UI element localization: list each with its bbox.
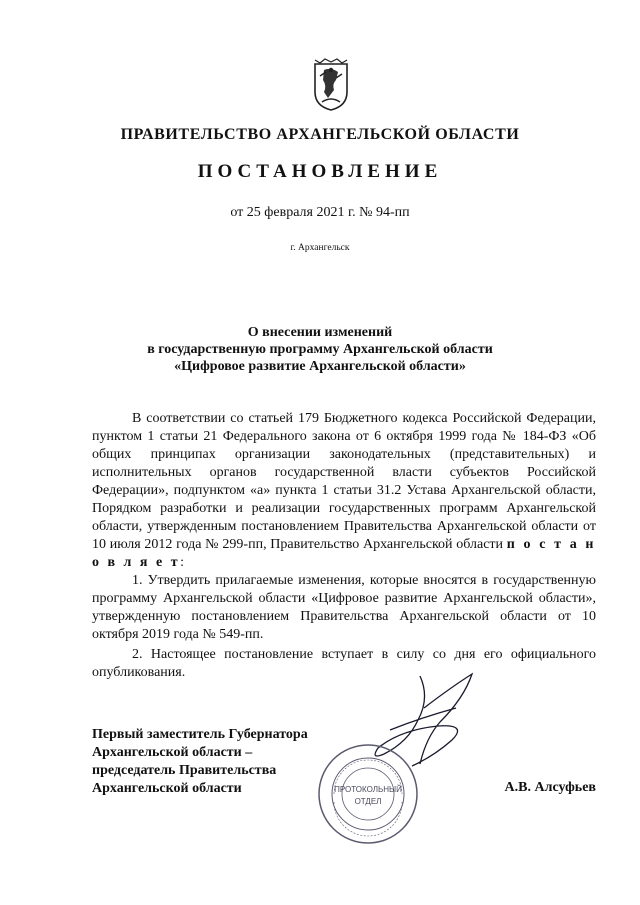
item-1-paragraph — [92, 572, 596, 644]
signatory-line-2: Архангельской области – — [92, 745, 253, 760]
coat-of-arms-emblem — [312, 58, 350, 112]
preamble-paragraph — [92, 410, 596, 572]
item-2-paragraph — [92, 646, 596, 682]
official-seal-stamp — [316, 742, 420, 846]
signatory-line-3: председатель Правительства — [92, 763, 277, 778]
date-and-number: от 25 февраля 2021 г. № 94-пп — [230, 205, 410, 220]
government-name: ПРАВИТЕЛЬСТВО АРХАНГЕЛЬСКОЙ ОБЛАСТИ — [120, 126, 520, 143]
item-1-text: 1. Утвердить прилагаемые изменения, которые вносятся в государственную программу Архангельской области «Цифровое развитие Архангельской области», утвержденную постановлением Правительства Архангельской области от 10 октября 2019 года № 549-пп. — [92, 573, 596, 642]
title-line-2: в государственную программу Архангельской области — [147, 342, 493, 357]
title-line-3: «Цифровое развитие Архангельской области» — [174, 359, 466, 374]
title-line-1: О внесении изменений — [247, 325, 393, 340]
signatory-name: А.В. Алсуфьев — [504, 780, 596, 795]
signatory-line-4: Архангельской области — [92, 781, 242, 796]
signatory-block — [92, 726, 308, 798]
resolves-colon: : — [180, 555, 184, 570]
city-name: г. Архангельск — [290, 243, 350, 253]
stamp-text-2: ОТДЕЛ — [354, 797, 382, 806]
item-2-text: 2. Настоящее постановление вступает в силу со дня его официального опубликования. — [92, 647, 596, 680]
preamble-text: В соответствии со статьей 179 Бюджетного кодекса Российской Федерации, пунктом 1 статьи 21 Федерального закона от 6 октября 1999 года № 184-ФЗ «Об общих принципах организации законодательных (представительных) и исполнительных органов государственной власти субъектов Российской Федерации», подпунктом «а» пункта 1 статьи 31.2 Устава Архангельской области, Порядком разработки и реализации государственных программ Архангельской области, утвержденным постановлением Правительства Архангельской области от 10 июля 2012 года № 299-пп, Правительство Архангельской области — [92, 411, 596, 552]
signatory-line-1: Первый заместитель Губернатора — [92, 727, 308, 742]
resolves-word: п о с т а н о в л я е т — [92, 537, 596, 570]
stamp-text-1: ПРОТОКОЛЬНЫЙ — [334, 785, 402, 794]
document-type: ПОСТАНОВЛЕНИЕ — [197, 161, 443, 182]
